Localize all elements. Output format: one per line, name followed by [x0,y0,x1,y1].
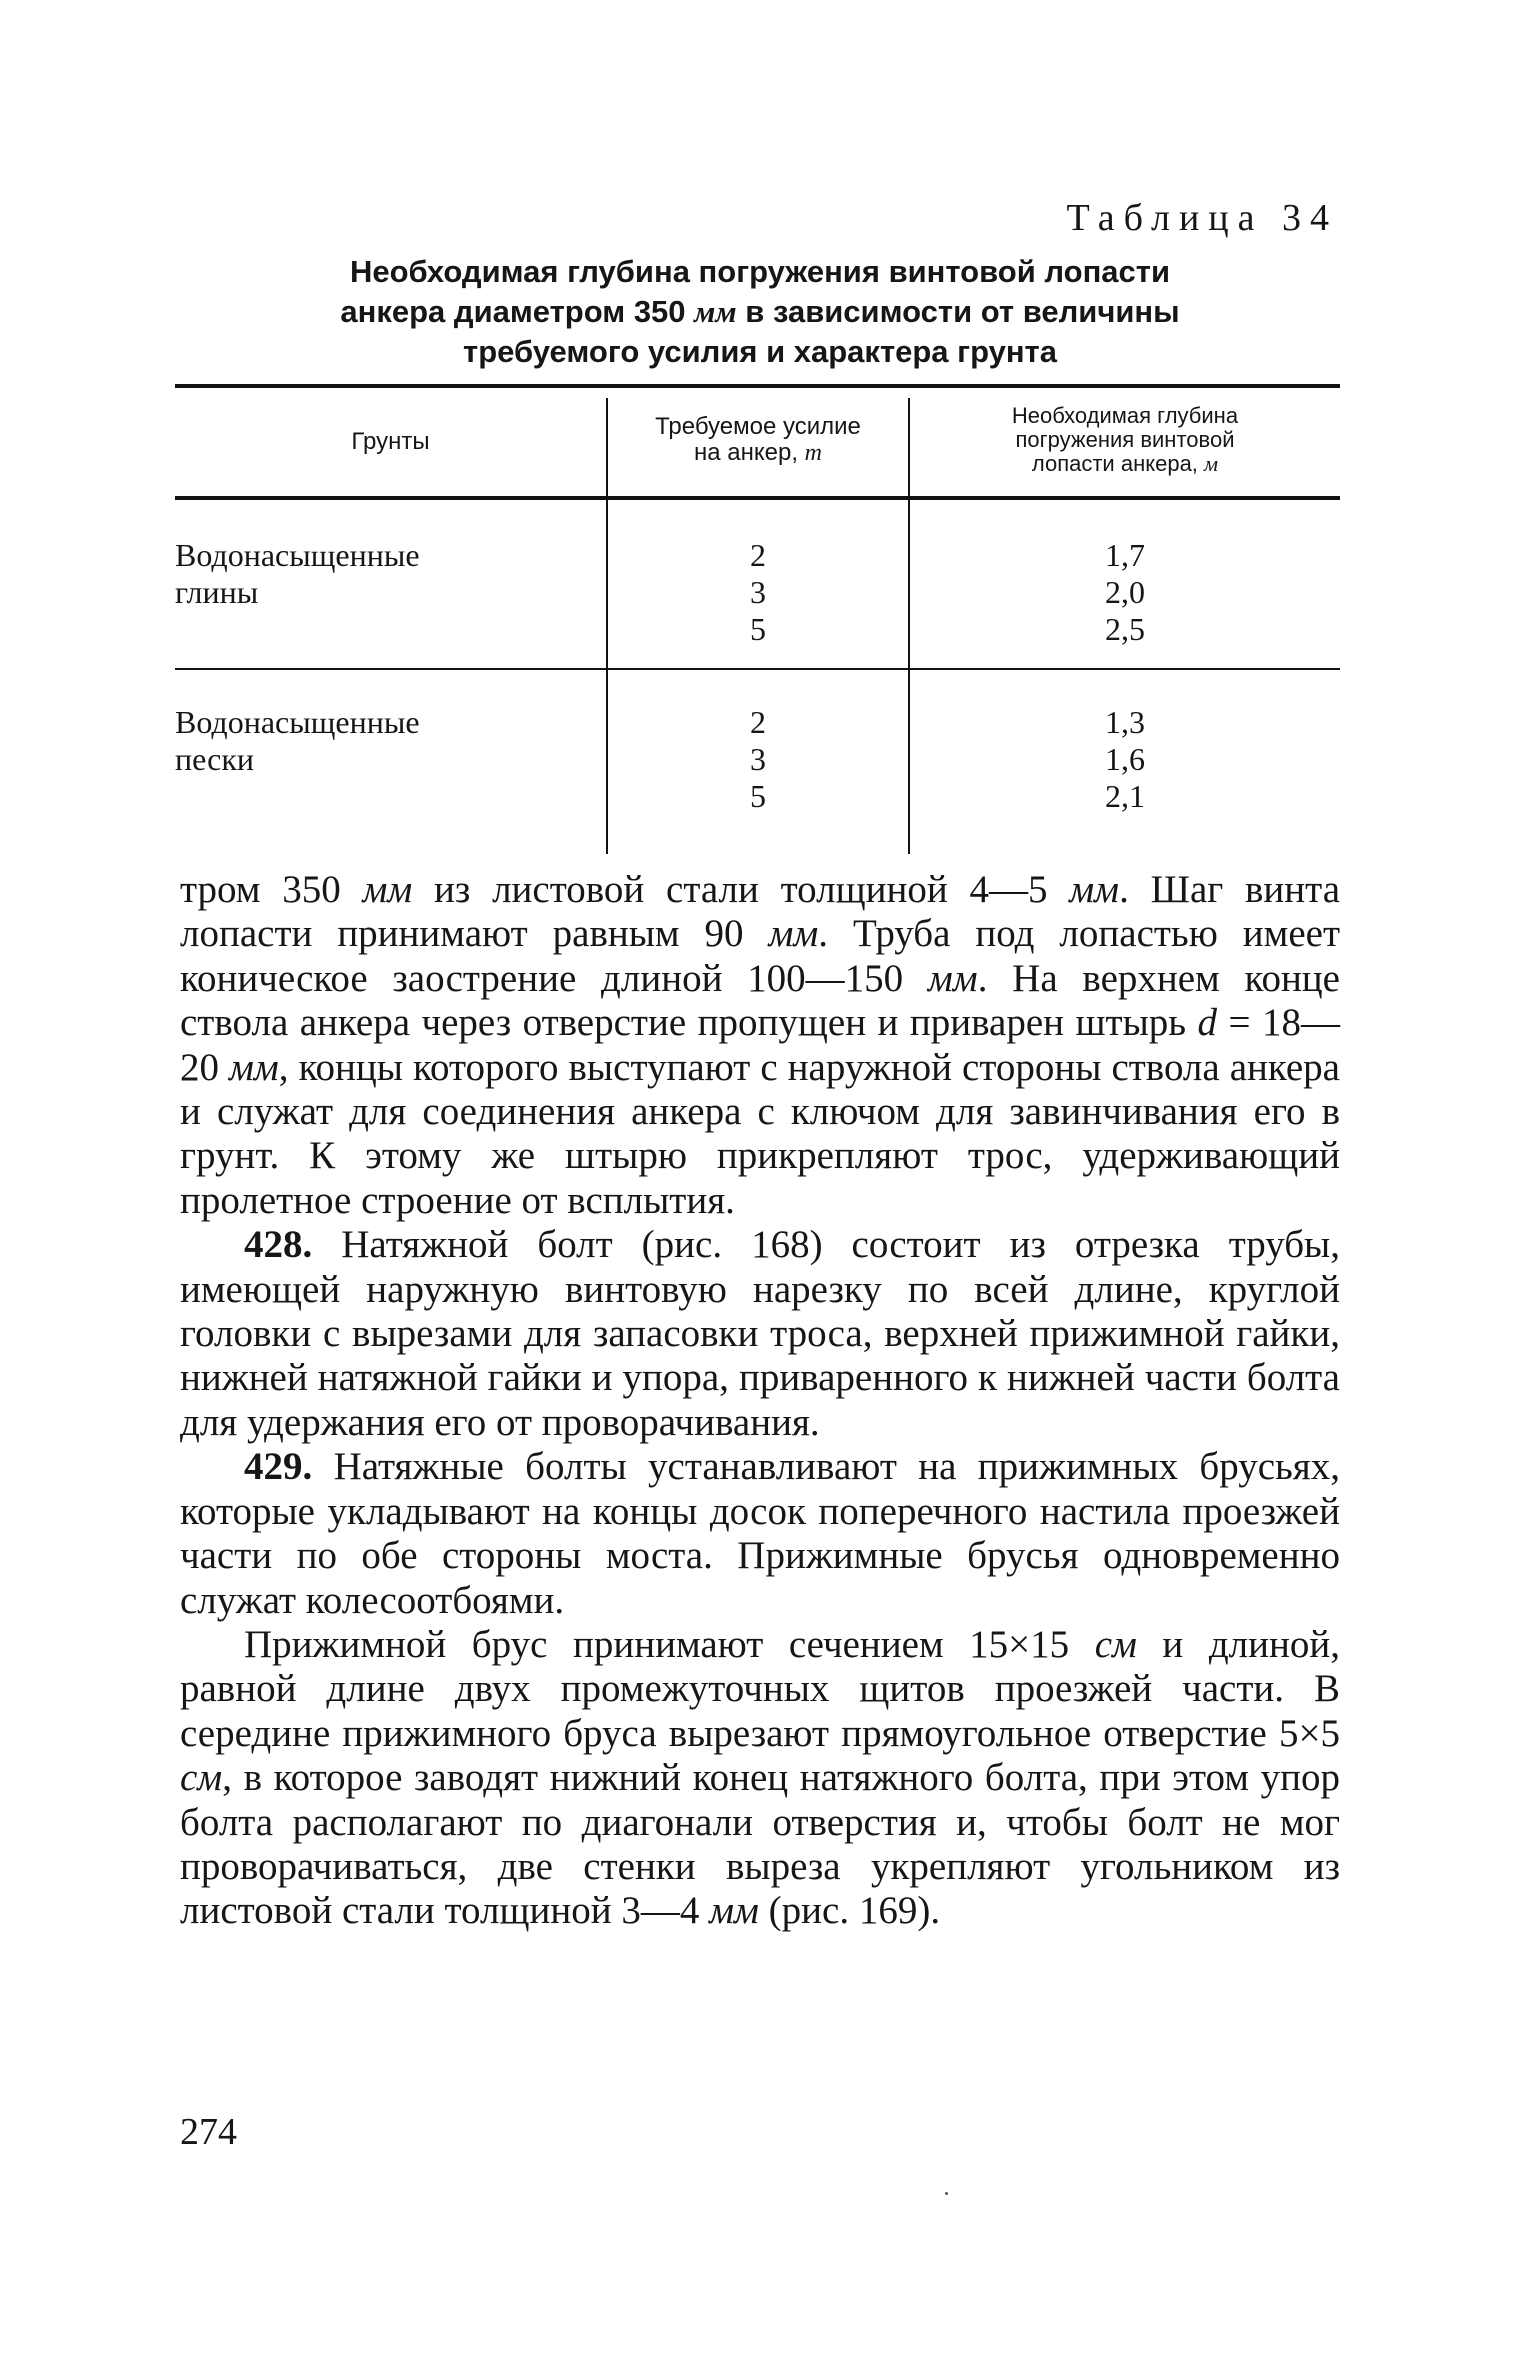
page-number: 274 [180,2111,237,2153]
paragraph-429: 429. Натяжные болты устанавливают на прижимных брусьях, которые укладывают на концы досок поперечного настила проезжей части по обе стороны моста. Прижимные брусья одновременно служат колесоотбоями. [180,1445,1340,1622]
table-caption [270,252,1250,372]
header-depth: Необходимая глубина погружения винтовой лопасти анкера, м [1011,403,1239,476]
caption-unit: мм [694,294,737,329]
paragraph-428: 428. Натяжной болт (рис. 168) состоит из отрезка трубы, имеющей наружную винтовую нарезку по всей длине, круглой головки с вырезами для запасовки троса, верхней прижимной гайки, нижней натяжной гайки и упора, приваренного к нижней части болта для удержания его от проворачивания. [180,1223,1340,1444]
paragraph-number: 428. [244,1223,313,1267]
table-cell-force: 2 3 5 [750,704,766,814]
table-cell-soil: Водонасыщенные глины [175,537,420,610]
data-table [175,384,1340,854]
table-number: Таблица 34 [1066,197,1338,239]
table-cell-soil: Водонасыщенные пески [175,704,420,777]
paragraph-number: 429. [244,1445,313,1489]
table-cell-force: 2 3 5 [750,537,766,647]
table-header-rule [175,496,1340,500]
table-cell-depth: 1,7 2,0 2,5 [1105,537,1145,647]
paragraph-pressure-beam: Прижимной брус принимают сечением 15×15 см и длиной, равной длине двух промежуточных щитов проезжей части. В середине прижимного бруса вырезают прямоугольное отверстие 5×5 см, в которое заводят нижний конец натяжного болта, при этом упор болта располагают по диагонали отверстия и, чтобы болт не мог проворачиваться, две стенки выреза укрепляют угольником из листовой стали толщиной 3—4 мм (рис. 169). [180,1622,1340,1933]
body-text [180,868,1340,1934]
table-top-rule [175,384,1340,388]
caption-line-3: требуемого усилия и характера грунта [463,334,1057,369]
header-force: Требуемое усилие на анкер, т [655,413,861,466]
table-row-divider [175,668,1340,670]
paragraph-continued: тром 350 мм из листовой стали толщиной 4—5 мм. Шаг винта лопасти принимают равным 90 мм. Труба под лопастью имеет коническое заострение длиной 100—150 мм. На верхнем конце ствола анкера через отверстие пропущен и приварен штырь d = 18—20 мм, концы которого выступают с наружной стороны ствола анкера и служат для соединения анкера с ключом для завинчивания его в грунт. К этому же штырю прикрепляют трос, удерживающий пролетное строение от всплытия. [180,868,1340,1222]
print-speck [945,2192,948,2195]
header-soil: Грунты [351,428,430,455]
table-cell-depth: 1,3 1,6 2,1 [1105,704,1145,814]
caption-line-1: Необходимая глубина погружения винтовой лопасти [349,254,1171,289]
caption-line-2: анкера диаметром 350 мм в зависимости от величины [340,294,1180,329]
